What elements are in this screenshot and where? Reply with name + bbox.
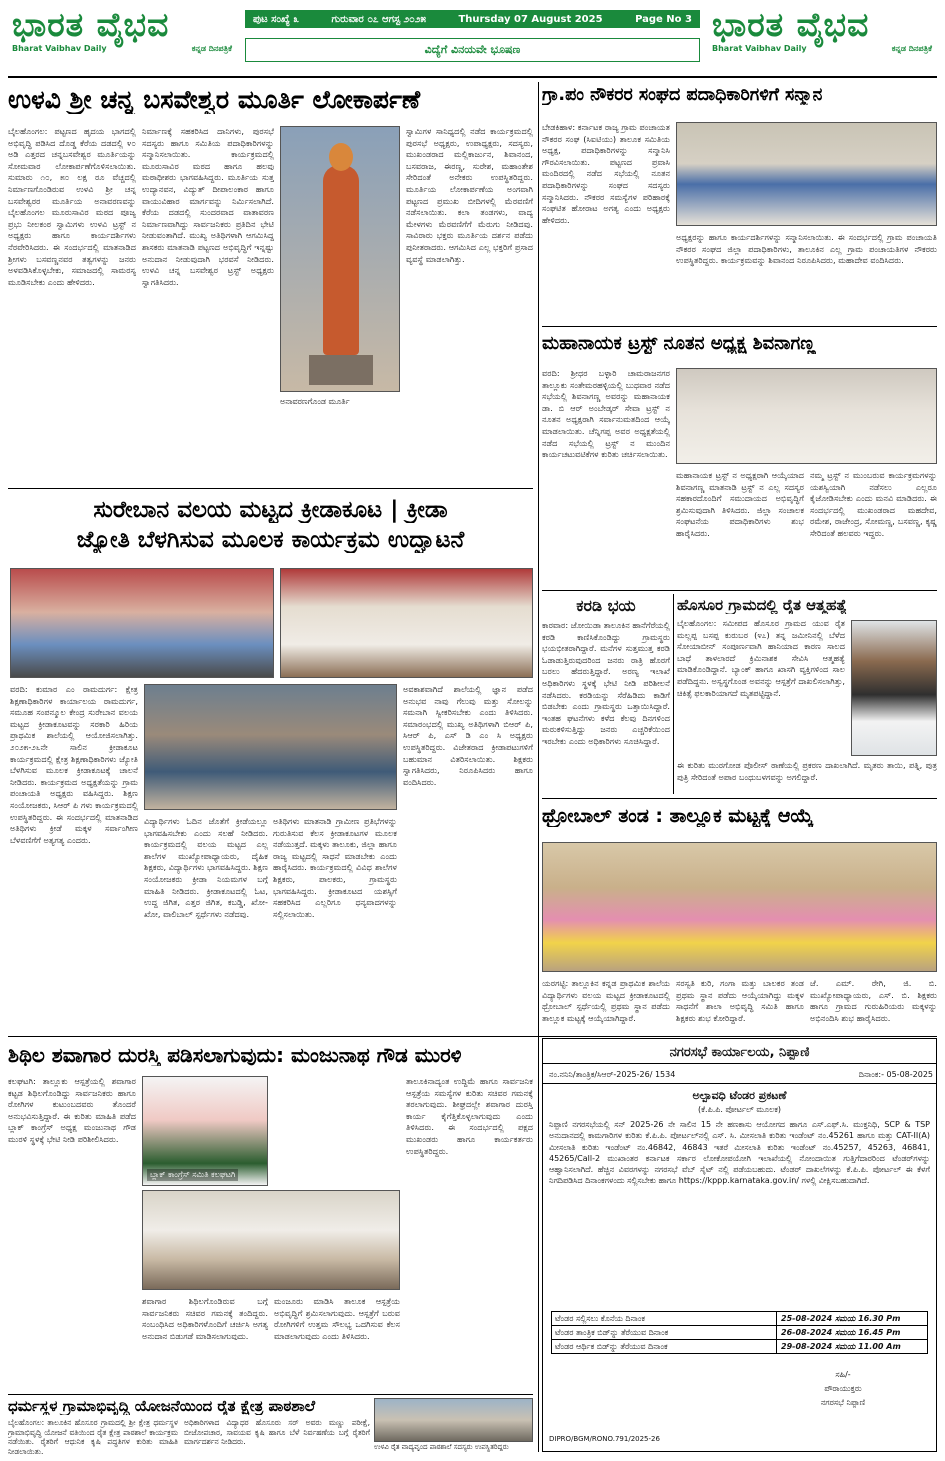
sports-photo-3 xyxy=(144,684,397,810)
tender-row-value: 29-08-2024 ಸಮಯ 11.00 Am xyxy=(781,1341,901,1351)
masthead-right-sub-en: Bharat Vaibhav Daily xyxy=(712,44,807,53)
article-grampanchayat-col2: ಅಧ್ಯಕ್ಷರನ್ನು ಹಾಗೂ ಕಾರ್ಯದರ್ಶಿಗಳನ್ನು ಸನ್ಮಾನಿಸಲಾಯಿತು. ಈ ಸಂದರ್ಭದಲ್ಲಿ ಗ್ರಾಮ ಪಂಚಾಯತಿ ನೌಕರರ ಸಂಘದ ಜಿಲ್ಲಾ ಪದಾಧಿಕಾರಿಗಳು, ತಾಲೂಕಿನ ಎಲ್ಲ ಗ್ರಾಮ ಪಂಚಾಯತಿಗಳ ನೌಕರರು ಉಪಸ್ಥಿತರಿದ್ದರು. ಕಾರ್ಯಕ್ರಮವನ್ನು ಶಿವಾನಂದ ನಿರೂಪಿಸಿದರು, ಮಹಾದೇವ ವಂದಿಸಿದರು. xyxy=(676,232,937,266)
article-throwball-col2: ಸರಸ್ವತಿ ಕುರಿ, ಗಂಗಾ ಮತ್ತು ಬಾಲಕರ ತಂಡ ಪ್ರಥಮ ಸ್ಥಾನ ಪಡೆದು ಆಯ್ಕೆಯಾಗಿದ್ದು ಮಕ್ಕಳ ಸಾಧನೆಗೆ ಶಾಲಾ ಅಭಿವೃದ್ಧಿ ಸಮಿತಿ ಹಾಗೂ ಶಿಕ್ಷಕರು ಶುಭ ಕೋರಿದ್ದಾರೆ. xyxy=(676,978,804,1023)
mortuary-photo-banner-text: ಬ್ಲಾಕ್ ಕಾಂಗ್ರೆಸ್ ಸಮಿತಿ ಕಲಘಟಗಿ xyxy=(147,1169,238,1181)
tender-row-label: ಟೆಂಡರ ಆರ್ಥಿಕ ಬಿಡ್‌ನ್ನು ತೆರೆಯುವ ದಿನಾಂಕ xyxy=(552,1340,777,1353)
tender-ref-rule xyxy=(543,1083,936,1084)
article-mortuary-headline: ಶಿಥಿಲ ಶವಾಗಾರ ದುರಸ್ತಿ ಪಡಿಸಲಾಗುವುದು: ಮಂಜುನಾಥ ಗೌಡ ಮುರಳಿ xyxy=(8,1044,462,1066)
tender-row xyxy=(552,1326,927,1340)
article-mortuary-col-bottom1: ಶವಾಗಾರ ಶಿಥಿಲಗೊಂಡಿರುವ ಬಗ್ಗೆ ಸಾರ್ವಜನಿಕರು ಸಚಿವರ ಗಮನಕ್ಕೆ ತಂದಿದ್ದರು. ಸಂಬಂಧಿಸಿದ ಅಧಿಕಾರಿಗಳೊಂದಿಗೆ ಚರ್ಚಿಸಿ ಅಗತ್ಯ ಅನುದಾನ ಬಿಡುಗಡೆ ಮಾಡಿಸಲಾಗುವುದು. xyxy=(142,1296,268,1341)
masthead xyxy=(0,0,945,76)
article-sports-col3: ಅವಕಾಶವಾಗಿದೆ ಶಾಲೆಯಲ್ಲಿ ಜ್ಞಾನ ಪಡೆದ ಅನುಭವ ನಾವು ಗೆಲುವು ಮತ್ತು ಸೋಲನ್ನು ಸಮನಾಗಿ ಸ್ವೀಕರಿಸಬೇಕು ಎಂದು ತಿಳಿಸಿದರು. ಸಮಾರಂಭದಲ್ಲಿ ಮುಖ್ಯ ಅತಿಥಿಗಳಾಗಿ ಬಿಆರ್ ಪಿ, ಸಿಆರ್ ಪಿ, ಎಸ್ ಡಿ ಎಂ ಸಿ ಅಧ್ಯಕ್ಷರು ಉಪಸ್ಥಿತರಿದ್ದರು. ವಿಜೇತರಾದ ಕ್ರೀಡಾಪಟುಗಳಿಗೆ ಬಹುಮಾನ ವಿತರಿಸಲಾಯಿತು. ಶಿಕ್ಷಕರು ಸ್ವಾಗತಿಸಿದರು, ನಿರೂಪಿಸಿದರು ಹಾಗೂ ವಂದಿಸಿದರು. xyxy=(403,684,533,787)
article-grampanchayat xyxy=(542,82,937,322)
article-throwball-col1: ಯರಗಟ್ಟಿ: ತಾಲ್ಲೂಕಿನ ಕನ್ನಡ ಪ್ರಾಥಮಿಕ ಶಾಲೆಯ ವಿದ್ಯಾರ್ಥಿಗಳು ವಲಯ ಮಟ್ಟದ ಕ್ರೀಡಾಕೂಟದಲ್ಲಿ ಥ್ರೋಬಾಲ್ ಸ್ಪರ್ಧೆಯಲ್ಲಿ ಪ್ರಥಮ ಸ್ಥಾನ ಪಡೆದು ತಾಲ್ಲೂಕ ಮಟ್ಟಕ್ಕೆ ಆಯ್ಕೆಯಾಗಿದ್ದಾರೆ. xyxy=(542,978,670,1023)
farmer-photo xyxy=(851,620,937,756)
divider-a8 xyxy=(8,1394,533,1395)
article-ulavi-col2: ನಿರ್ಮಾಣಕ್ಕೆ ಸಹಕರಿಸಿದ ದಾನಿಗಳು, ಪುರಸಭೆ ಸದಸ್ಯರು ಹಾಗೂ ಸಮಿತಿಯ ಪದಾಧಿಕಾರಿಗಳನ್ನು ಸನ್ಮಾನಿಸಲಾಯಿತು. ಕಾರ್ಯಕ್ರಮದಲ್ಲಿ ಮೂರುಸಾವಿರ ಮಠದ ಹಾಗೂ ಹಲವು ಮಠಾಧೀಶರು ಭಾಗವಹಿಸಿದ್ದರು. ಮೂರ್ತಿಯ ಸುತ್ತ ಉದ್ಯಾನವನ, ವಿದ್ಯುತ್ ದೀಪಾಲಂಕಾರ ಹಾಗೂ ವಾಯುವಿಹಾರ ಮಾರ್ಗವನ್ನು ನಿರ್ಮಿಸಲಾಗಿದೆ. ಕೆರೆಯ ದಡದಲ್ಲಿ ಸುಂದರವಾದ ವಾತಾವರಣ ನಿರ್ಮಾಣವಾಗಿದ್ದು ಸಾರ್ವಜನಿಕರು ಪ್ರತಿದಿನ ಭೇಟಿ ನೀಡುವಂತಾಗಿದೆ. ಮುಖ್ಯ ಅತಿಥಿಗಳಾಗಿ ಆಗಮಿಸಿದ್ದ ಶಾಸಕರು ಮಾತನಾಡಿ ಪಟ್ಟಣದ ಅಭಿವೃದ್ಧಿಗೆ ಇನ್ನಷ್ಟು ಅನುದಾನ ನೀಡುವುದಾಗಿ ಭರವಸೆ ನೀಡಿದರು. ಉಳವಿ ಚನ್ನ ಬಸವೇಶ್ವರ ಟ್ರಸ್ಟ್ ಅಧ್ಯಕ್ಷರು ಸ್ವಾಗತಿಸಿದರು. xyxy=(142,126,274,287)
tender-notice xyxy=(542,1038,937,1452)
tender-office-rule xyxy=(543,1063,936,1064)
article-farmer-body-bottom: ಈ ಕುರಿತು ಮುರಗೋಡ ಪೊಲೀಸ್ ಠಾಣೆಯಲ್ಲಿ ಪ್ರಕರಣ ದಾಖಲಾಗಿದೆ. ಮೃತರು ತಾಯಿ, ಪತ್ನಿ, ಪುತ್ರ ಪುತ್ರಿ ಸೇರಿದಂತೆ ಅಪಾರ ಬಂಧುಬಳಗವನ್ನು ಅಗಲಿದ್ದಾರೆ. xyxy=(677,760,937,782)
masthead-right-sub-kn: ಕನ್ನಡ ದಿನಪತ್ರಿಕೆ xyxy=(891,44,932,53)
article-throwball-headline: ಥ್ರೋಬಾಲ್ ತಂಡ : ತಾಲ್ಲೂಕ ಮಟ್ಟಕ್ಕೆ ಆಯ್ಕೆ xyxy=(542,806,814,827)
issue-number: ಪುಟ ಸಂಖ್ಯೆ ೩ xyxy=(253,13,300,25)
article-mortuary-col-bottom2: ಮಂಜೂರು ಮಾಡಿಸಿ ತಾಲೂಕ ಆಸ್ಪತ್ರೆಯ ಅಭಿವೃದ್ಧಿಗೆ ಶ್ರಮಿಸಲಾಗುವುದು. ಆಸ್ಪತ್ರೆಗೆ ಬರುವ ರೋಗಿಗಳಿಗೆ ಉತ್ತಮ ಸೌಲಭ್ಯ ಒದಗಿಸುವ ಕೆಲಸ ಮಾಡಲಾಗುವುದು ಎಂದು ತಿಳಿಸಿದರು. xyxy=(274,1296,400,1341)
mahanayaka-photo xyxy=(676,368,937,464)
article-sports-col2: ವಿದ್ಯಾರ್ಥಿಗಳು ಓದಿನ ಜೊತೆಗೆ ಕ್ರೀಡೆಯಲ್ಲೂ ಭಾಗವಹಿಸಬೇಕು ಎಂದು ಸಲಹೆ ನೀಡಿದರು. ಕಾರ್ಯಕ್ರಮದಲ್ಲಿ ವಲಯ ಮಟ್ಟದ ಎಲ್ಲ ಶಾಲೆಗಳ ಮುಖ್ಯೋಪಾಧ್ಯಾಯರು, ದೈಹಿಕ ಶಿಕ್ಷಕರು, ವಿದ್ಯಾರ್ಥಿಗಳು ಭಾಗವಹಿಸಿದ್ದರು. ಶಿಕ್ಷಣ ಸಂಯೋಜಕರು ಕ್ರೀಡಾ ನಿಯಮಗಳ ಬಗ್ಗೆ ಮಾಹಿತಿ ನೀಡಿದರು. ಕ್ರೀಡಾಕೂಟದಲ್ಲಿ ಓಟ, ಉದ್ದ ಜಿಗಿತ, ಎತ್ತರ ಜಿಗಿತ, ಕಬಡ್ಡಿ, ಖೋ-ಖೋ, ವಾಲಿಬಾಲ್ ಸ್ಪರ್ಧೆಗಳು ನಡೆದವು. xyxy=(144,816,268,919)
masthead-left-logo xyxy=(12,6,237,72)
article-throwball-col3: ಜೆ. ಎಮ್. ರೇಗಿ, ಜಿ. ಬಿ. ಮುಖ್ಯೋಪಾಧ್ಯಾಯರು, ಎಸ್. ಬಿ. ಶಿಕ್ಷಕರು ಹಾಗೂ ಗ್ರಾಮದ ಗುರುಹಿರಿಯರು ಮಕ್ಕಳನ್ನು ಅಭಿನಂದಿಸಿ ಶುಭ ಹಾರೈಸಿದರು. xyxy=(810,978,937,1023)
article-ulavi-headline: ಉಳವಿ ಶ್ರೀ ಚನ್ನ ಬಸವೇಶ್ವರ ಮೂರ್ತಿ ಲೋಕಾರ್ಪಣೆ xyxy=(8,86,421,114)
tender-title: ಅಲ್ಪಾವಧಿ ಟೆಂಡರ ಪ್ರಕಟಣೆ xyxy=(692,1089,787,1102)
article-mortuary xyxy=(8,1040,533,1392)
farmer-school-photo-caption: ಉಳವಿ ರೈತ ವಾದ್ಯವೃಂದ ಪಾಠಶಾಲೆ ಸದಸ್ಯರು ಉಪಸ್ಥಿತರಿದ್ದರು xyxy=(374,1443,509,1451)
tender-row-value: 26-08-2024 ಸಮಯ 16.45 Pm xyxy=(781,1327,901,1337)
tender-office: ನಗರಸಭೆ ಕಾರ್ಯಾಲಯ, ನಿಪ್ಪಾಣಿ xyxy=(669,1045,810,1060)
article-farmer-body-top: ಬೈಲಹೊಂಗಲ: ಸಮೀಪದ ಹೊಸೂರ ಗ್ರಾಮದ ಯುವ ರೈತ ಮಲ್ಲಪ್ಪ ಬಸಪ್ಪ ಕುರುಬರ (೪೭) ತನ್ನ ಜಮೀನಿನಲ್ಲಿ ಬೆಳೆದ ಸೋಯಾಬೀನ್ ಸಂಪೂರ್ಣವಾಗಿ ಹಾನಿಯಾದ ಕಾರಣ ಸಾಲದ ಬಾಧೆ ತಾಳಲಾರದೆ ಕ್ರಿಮಿನಾಶಕ ಸೇವಿಸಿ ಆತ್ಮಹತ್ಯೆ ಮಾಡಿಕೊಂಡಿದ್ದಾನೆ. ಬ್ಯಾಂಕ್ ಹಾಗೂ ಖಾಸಗಿ ವ್ಯಕ್ತಿಗಳಿಂದ ಸಾಲ ಪಡೆದಿದ್ದನು. ಅಸ್ವಸ್ಥಗೊಂಡ ಅವನನ್ನು ಆಸ್ಪತ್ರೆಗೆ ದಾಖಲಿಸಲಾಗಿತ್ತು, ಚಿಕಿತ್ಸೆ ಫಲಕಾರಿಯಾಗದೆ ಮೃತಪಟ್ಟಿದ್ದಾನೆ. xyxy=(677,618,845,698)
sports-photo-1 xyxy=(10,568,274,678)
grampanchayat-photo xyxy=(676,122,937,226)
article-grampanchayat-headline: ಗ್ರಾ.ಪಂ ನೌಕರರ ಸಂಘದ ಪದಾಧಿಕಾರಿಗಳಿಗೆ ಸನ್ಮಾನ xyxy=(542,86,823,105)
masthead-left-title: ಭಾರತ ವೈಭವ xyxy=(12,6,170,44)
article-mahanayaka-col2: ಮಹಾನಾಯಕ ಟ್ರಸ್ಟ್ ನ ಅಧ್ಯಕ್ಷರಾಗಿ ಆಯ್ಕೆಯಾದ ಶಿವನಾಗಣ್ಣ ಮಾತನಾಡಿ ಟ್ರಸ್ಟ್ ನ ಎಲ್ಲ ಸದಸ್ಯರ ಸಹಕಾರದೊಂದಿಗೆ ಸಮುದಾಯದ ಅಭಿವೃದ್ಧಿಗೆ ಶ್ರಮಿಸುವುದಾಗಿ ತಿಳಿಸಿದರು. ಜಿಲ್ಲಾ ಸಂಚಾಲಕ ಸಂಘಟನೆಯ ಪದಾಧಿಕಾರಿಗಳು ಶುಭ ಹಾರೈಸಿದರು. xyxy=(676,470,804,538)
tender-dipr-code: DIPRO/BGM/RONO.791/2025-26 xyxy=(549,1435,660,1443)
page-number: Page No 3 xyxy=(635,13,692,25)
tender-row-label: ಟೆಂಡರ ಸಲ್ಲಿಸಲು ಕೊನೆಯ ದಿನಾಂಕ xyxy=(552,1312,777,1325)
article-grampanchayat-col1: ಬೇಡಕಿಹಾಳ: ಕರ್ನಾಟಕ ರಾಜ್ಯ ಗ್ರಾಮ ಪಂಚಾಯತ ನೌಕರರ ಸಂಘ (ಸಿಐಟಿಯು) ತಾಲೂಕ ಸಮಿತಿಯ ಅಧ್ಯಕ್ಷ, ಪದಾಧಿಕಾರಿಗಳನ್ನು ಸನ್ಮಾನಿಸಿ ಗೌರವಿಸಲಾಯಿತು. ಪಟ್ಟಣದ ಪ್ರವಾಸಿ ಮಂದಿರದಲ್ಲಿ ನಡೆದ ಸಭೆಯಲ್ಲಿ ನೂತನ ಪದಾಧಿಕಾರಿಗಳನ್ನು ಸಂಘದ ಸದಸ್ಯರು ಸನ್ಮಾನಿಸಿದರು. ನೌಕರರ ಸಮಸ್ಯೆಗಳ ಪರಿಹಾರಕ್ಕೆ ಸಂಘಟಿತ ಹೋರಾಟ ಅಗತ್ಯ ಎಂದು ಅಧ್ಯಕ್ಷರು ಹೇಳಿದರು. xyxy=(542,122,670,225)
masthead-left-sub-en: Bharat Vaibhav Daily xyxy=(12,44,107,53)
article-ulavi-col3: ಸ್ವಾಮಿಗಳ ಸಾನಿಧ್ಯದಲ್ಲಿ ನಡೆದ ಕಾರ್ಯಕ್ರಮದಲ್ಲಿ ಪುರಸಭೆ ಅಧ್ಯಕ್ಷರು, ಉಪಾಧ್ಯಕ್ಷರು, ಸದಸ್ಯರು, ಮುಖಂಡರಾದ ಮಲ್ಲಿಕಾರ್ಜುನ, ಶಿವಾನಂದ, ಬಸವರಾಜ, ಈರಣ್ಣ, ಸುರೇಶ, ಮಹಾಂತೇಶ ಸೇರಿದಂತೆ ಅನೇಕರು ಉಪಸ್ಥಿತರಿದ್ದರು. ಮೂರ್ತಿಯ ಲೋಕಾರ್ಪಣೆಯ ಅಂಗವಾಗಿ ಪಟ್ಟಣದ ಪ್ರಮುಖ ಬೀದಿಗಳಲ್ಲಿ ಮೆರವಣಿಗೆ ನಡೆಸಲಾಯಿತು. ಕಲಾ ತಂಡಗಳು, ವಾದ್ಯ ಮೇಳಗಳು ಮೆರವಣಿಗೆಗೆ ಮೆರುಗು ನೀಡಿದವು. ಸಾವಿರಾರು ಭಕ್ತರು ಮೂರ್ತಿಯ ದರ್ಶನ ಪಡೆದು ಪುನೀತರಾದರು. ಆಗಮಿಸಿದ ಎಲ್ಲ ಭಕ್ತರಿಗೆ ಪ್ರಸಾದ ವ್ಯವಸ್ಥೆ ಮಾಡಲಾಗಿತ್ತು. xyxy=(406,126,533,264)
issue-bar xyxy=(245,10,700,28)
tender-sign: ಸಹಿ/- xyxy=(835,1370,851,1379)
article-farmer xyxy=(677,594,937,794)
article-bear xyxy=(542,594,670,794)
tender-signer-office: ನಗರಸಭೆ ನಿಪ್ಪಾಣಿ xyxy=(820,1398,866,1407)
issue-date-en: Thursday 07 August 2025 xyxy=(458,13,603,25)
statue-photo xyxy=(280,126,400,392)
divider-a4 xyxy=(8,1036,937,1037)
article-sports-headline-2: ಜ್ಯೋತಿ ಬೆಳಗಿಸುವ ಮೂಲಕ ಕಾರ್ಯಕ್ರಮ ಉದ್ಘಾಟನೆ xyxy=(76,528,465,553)
article-farmer-school-col1: ಬೈಲಹೊಂಗಲ: ತಾಲೂಕಿನ ಹೊಸೂರ ಗ್ರಾಮದಲ್ಲಿ ಶ್ರೀ ಕ್ಷೇತ್ರ ಧರ್ಮಸ್ಥಳ ಗ್ರಾಮಾಭಿವೃದ್ಧಿ ಯೋಜನೆ ವತಿಯಿಂದ ರೈತ ಕ್ಷೇತ್ರ ಪಾಠಶಾಲೆ ಕಾರ್ಯಕ್ರಮ ನಡೆಯಿತು. ರೈತರಿಗೆ ಆಧುನಿಕ ಕೃಷಿ ಪದ್ಧತಿಗಳ ಕುರಿತು ಮಾಹಿತಿ ನೀಡಲಾಯಿತು. xyxy=(8,1418,178,1456)
tender-row xyxy=(552,1312,927,1326)
article-mortuary-col2: ತಾಲೂಕಿನಾದ್ಯಂತ ಉದ್ದಿಮೆ ಹಾಗೂ ಸಾರ್ವಜನಿಕ ಆಸ್ಪತ್ರೆಯ ಸಮಸ್ಯೆಗಳ ಕುರಿತು ಸಚಿವರ ಗಮನಕ್ಕೆ ತರಲಾಗುವುದು. ಶೀಘ್ರದಲ್ಲೇ ಶವಾಗಾರ ದುರಸ್ತಿ ಕಾರ್ಯ ಕೈಗೆತ್ತಿಕೊಳ್ಳಲಾಗುವುದು ಎಂದು ತಿಳಿಸಿದರು. ಈ ಸಂದರ್ಭದಲ್ಲಿ ಪಕ್ಷದ ಮುಖಂಡರು ಹಾಗೂ ಕಾರ್ಯಕರ್ತರು ಉಪಸ್ಥಿತರಿದ್ದರು. xyxy=(406,1076,533,1156)
article-mahanayaka xyxy=(542,330,937,588)
tender-ref: ನಂ.ನನಿನಿ/ತಾಂತ್ರಿಕ/ಸಿಆರ್-2025-26/ 1534 xyxy=(549,1070,676,1079)
divider-a2 xyxy=(542,326,937,327)
tender-subtitle: (ಕೆ.ಪಿ.ಪಿ. ಪೋರ್ಟಲ್ ಮೂಲಕ) xyxy=(697,1105,781,1114)
article-mahanayaka-headline: ಮಹಾನಾಯಕ ಟ್ರಸ್ಟ್ ನೂತನ ಅಧ್ಯಕ್ಷ ಶಿವನಾಗಣ್ಣ xyxy=(542,334,816,354)
mortuary-photo-group xyxy=(142,1190,400,1290)
article-ulavi-col1: ಬೈಲಹೊಂಗಲ: ಪಟ್ಟಣದ ಹೃದಯ ಭಾಗದಲ್ಲಿ ಅಭಿವೃದ್ಧಿ ಪಡಿಸಿದ ದೊಡ್ಡ ಕೆರೆಯ ದಡದಲ್ಲಿ ೪೦ ಅಡಿ ಎತ್ತರದ ಚನ್ನಬಸವೇಶ್ವರ ಮೂರ್ತಿಯನ್ನು ಸೋಮವಾರ ಲೋಕಾರ್ಪಣೆಗೊಳಿಸಲಾಯಿತು. ಸುಮಾರು ೧೦, ೫೦ ಲಕ್ಷ ರೂ ವೆಚ್ಚದಲ್ಲಿ ನಿರ್ಮಾಣಗೊಂಡಿರುವ ಉಳವಿ ಶ್ರೀ ಚನ್ನ ಬಸವೇಶ್ವರರ ಮೂರ್ತಿಯ ಅನಾವರಣವನ್ನು ಬೈಲಹೊಂಗಲ ಮೂರುಸಾವಿರ ಮಠದ ಪೂಜ್ಯ ಪ್ರಭು ನೀಲಕಂಠ ಸ್ವಾಮಿಗಳು ಉಳವಿ ಟ್ರಸ್ಟ್ ನ ಅಧ್ಯಕ್ಷರು ಹಾಗೂ ಕಾರ್ಯದರ್ಶಿಗಳು ನೆರವೇರಿಸಿದರು. ಈ ಸಂದರ್ಭದಲ್ಲಿ ಮಾತನಾಡಿದ ಶ್ರೀಗಳು ಬಸವಣ್ಣನವರ ತತ್ವಗಳನ್ನು ಜನರು ಅಳವಡಿಸಿಕೊಳ್ಳಬೇಕು, ಸಮಾಜದಲ್ಲಿ ಸಾಮರಸ್ಯ ಮೂಡಿಸಬೇಕು ಎಂದು ಹೇಳಿದರು. xyxy=(8,126,136,287)
tender-signer: ಪೌರಾಯುಕ್ತರು xyxy=(824,1384,862,1393)
masthead-right-logo xyxy=(712,6,937,72)
tender-row-label: ಟೆಂಡರ ತಾಂತ್ರಿಕ ಬಿಡ್‌ನ್ನು ತೆರೆಯುವ ದಿನಾಂಕ xyxy=(552,1326,777,1339)
article-sports-col4: ಅತಿಥಿಗಳು ಮಾತನಾಡಿ ಗ್ರಾಮೀಣ ಪ್ರತಿಭೆಗಳನ್ನು ಗುರುತಿಸುವ ಕೆಲಸ ಕ್ರೀಡಾಕೂಟಗಳ ಮೂಲಕ ನಡೆಯುತ್ತದೆ. ಮಕ್ಕಳು ತಾಲೂಕು, ಜಿಲ್ಲಾ ಹಾಗೂ ರಾಜ್ಯ ಮಟ್ಟದಲ್ಲಿ ಸಾಧನೆ ಮಾಡಬೇಕು ಎಂದು ಹಾರೈಸಿದರು. ಕಾರ್ಯಕ್ರಮದಲ್ಲಿ ವಿವಿಧ ಶಾಲೆಗಳ ಶಿಕ್ಷಕರು, ಪಾಲಕರು, ಗ್ರಾಮಸ್ಥರು ಭಾಗವಹಿಸಿದ್ದರು. ಕ್ರೀಡಾಕೂಟದ ಯಶಸ್ಸಿಗೆ ಸಹಕರಿಸಿದ ಎಲ್ಲರಿಗೂ ಧನ್ಯವಾದಗಳನ್ನು ಸಲ್ಲಿಸಲಾಯಿತು. xyxy=(273,816,397,919)
sports-photo-2 xyxy=(280,568,533,678)
divider-a3 xyxy=(542,590,937,591)
mortuary-photo-banner xyxy=(142,1076,268,1186)
statue-photo-caption: ಅನಾವರಣಗೊಂಡ ಮೂರ್ತಿ xyxy=(280,397,350,406)
motto: ವಿದ್ಯೆಗೆ ವಿನಯವೇ ಭೂಷಣ xyxy=(245,38,700,62)
masthead-left-sub-kn: ಕನ್ನಡ ದಿನಪತ್ರಿಕೆ xyxy=(191,44,232,53)
divider-a1 xyxy=(8,488,533,489)
article-mahanayaka-col3: ನಮ್ಮ ಟ್ರಸ್ಟ್ ನ ಮುಂಬರುವ ಕಾರ್ಯಕ್ರಮಗಳನ್ನು ಯಶಸ್ವಿಯಾಗಿ ನಡೆಸಲು ಎಲ್ಲರೂ ಕೈಜೋಡಿಸಬೇಕು ಎಂದು ಮನವಿ ಮಾಡಿದರು. ಈ ಸಂದರ್ಭದಲ್ಲಿ ಮುಖಂಡರಾದ ಮಹದೇವ, ರಮೇಶ, ರಾಜೇಂದ್ರ, ಸೋಮಣ್ಣ, ಬಸವಣ್ಣ, ಕೃಷ್ಣ ಸೇರಿದಂತೆ ಹಲವರು ಇದ್ದರು. xyxy=(810,470,937,538)
tender-date: ದಿನಾಂಕ:- 05-08-2025 xyxy=(858,1070,933,1079)
article-mortuary-col1: ಕಲಘಟಗಿ: ತಾಲ್ಲೂಕು ಆಸ್ಪತ್ರೆಯಲ್ಲಿ ಶವಾಗಾರ ಕಟ್ಟಡ ಶಿಥಿಲಗೊಂಡಿದ್ದು ಸಾರ್ವಜನಿಕರು ಹಾಗೂ ರೋಗಿಗಳ ಕುಟುಂಬದವರು ತೊಂದರೆ ಅನುಭವಿಸುತ್ತಿದ್ದಾರೆ. ಈ ಕುರಿತು ಮಾಹಿತಿ ಪಡೆದ ಬ್ಲಾಕ್ ಕಾಂಗ್ರೆಸ್ ಅಧ್ಯಕ್ಷ ಮಂಜುನಾಥ ಗೌಡ ಮುರಳಿ ಸ್ಥಳಕ್ಕೆ ಭೇಟಿ ನೀಡಿ ಪರಿಶೀಲಿಸಿದರು. xyxy=(8,1076,136,1144)
article-throwball xyxy=(542,802,937,1034)
tender-row-value: 25-08-2024 ಸಮಯ 16.30 Pm xyxy=(781,1313,901,1323)
issue-date-kn: ಗುರುವಾರ ೦೭ ಆಗಸ್ಟ ೨೦೨೫ xyxy=(331,13,426,25)
divider-bear xyxy=(673,594,674,794)
article-sports-headline-1: ಸುರೇಬಾನ ವಲಯ ಮಟ್ಟದ ಕ್ರೀಡಾಕೂಟ | ಕ್ರೀಡಾ xyxy=(93,498,448,523)
article-mahanayaka-col1: ವರದಿ: ಶ್ರೀಧರ ಬಳ್ಳಾರಿ ಚಾಮರಾಜನಗರ ತಾಲ್ಲೂಕು ಸಂತೇಮರಹಳ್ಳಿಯಲ್ಲಿ ಬುಧವಾರ ನಡೆದ ಸಭೆಯಲ್ಲಿ ಶಿವನಾಗಣ್ಣ ಅವರನ್ನು ಮಹಾನಾಯಕ ಡಾ. ಬಿ ಆರ್ ಅಂಬೇಡ್ಕರ್ ಸೇವಾ ಟ್ರಸ್ಟ್ ನ ನೂತನ ಅಧ್ಯಕ್ಷರಾಗಿ ಸರ್ವಾನುಮತದಿಂದ ಆಯ್ಕೆ ಮಾಡಲಾಯಿತು. ಚೆನ್ನಿಗಪ್ಪ ಅವರ ಅಧ್ಯಕ್ಷತೆಯಲ್ಲಿ ನಡೆದ ಸಭೆಯಲ್ಲಿ ಟ್ರಸ್ಟ್ ನ ಮುಂದಿನ ಕಾರ್ಯಚಟುವಟಿಕೆಗಳ ಕುರಿತು ಚರ್ಚಿಸಲಾಯಿತು. xyxy=(542,368,670,460)
article-farmer-school-headline: ಧರ್ಮಸ್ಥಳ ಗ್ರಾಮಾಭಿವೃದ್ಧಿ ಯೋಜನೆಯಿಂದ ರೈತ ಕ್ಷೇತ್ರ ಪಾಠಶಾಲೆ xyxy=(8,1398,316,1415)
article-sports-col1: ವರದಿ: ಕುಮಾರ ಎಂ ರಾಮದುರ್ಗ: ಕ್ಷೇತ್ರ ಶಿಕ್ಷಣಾಧಿಕಾರಿಗಳ ಕಾರ್ಯಾಲಯ ರಾಮದುರ್ಗ, ಸಮೂಹ ಸಂಪನ್ಮೂಲ ಕೇಂದ್ರ ಸುರೇಬಾನ ವಲಯ ಮಟ್ಟದ ಕ್ರೀಡಾಕೂಟವನ್ನು ಸರಕಾರಿ ಹಿರಿಯ ಪ್ರಾಥಮಿಕ ಶಾಲೆಯಲ್ಲಿ ಆಯೋಜಿಸಲಾಗಿತ್ತು. ೨೦೨೫-೨೬ನೇ ಸಾಲಿನ ಕ್ರೀಡಾಕೂಟ ಕಾರ್ಯಕ್ರಮದಲ್ಲಿ ಕ್ಷೇತ್ರ ಶಿಕ್ಷಣಾಧಿಕಾರಿಗಳು ಜ್ಯೋತಿ ಬೆಳಗಿಸುವ ಮೂಲಕ ಕ್ರೀಡಾಕೂಟಕ್ಕೆ ಚಾಲನೆ ನೀಡಿದರು. ಕಾರ್ಯಕ್ರಮದ ಅಧ್ಯಕ್ಷತೆಯನ್ನು ಗ್ರಾಮ ಪಂಚಾಯತಿ ಅಧ್ಯಕ್ಷರು ವಹಿಸಿದ್ದರು. ಶಿಕ್ಷಣ ಸಂಯೋಜಕರು, ಸಿಆರ್ ಪಿ ಗಳು ಕಾರ್ಯಕ್ರಮದಲ್ಲಿ ಉಪಸ್ಥಿತರಿದ್ದರು. ಈ ಸಂದರ್ಭದಲ್ಲಿ ಮಾತನಾಡಿದ ಅತಿಥಿಗಳು ಕ್ರೀಡೆ ಮಕ್ಕಳ ಸರ್ವಾಂಗೀಣ ಬೆಳವಣಿಗೆಗೆ ಅತ್ಯಗತ್ಯ ಎಂದರು. xyxy=(10,684,138,845)
tender-body: ನಿಪ್ಪಾಣಿ ನಗರಸಭೆಯಲ್ಲಿ ಸನ್ 2025-26 ನೇ ಸಾಲಿನ 15 ನೇ ಹಣಕಾಸು ಆಯೋಗದ ಹಾಗೂ ಎಸ್.ಎಫ್.ಸಿ. ಮುಕ್ತನಿಧಿ, SCP & TSP ಅನುದಾನದಲ್ಲಿ ಕಾಮಗಾರಿಗಳ ಕುರಿತು ಕೆ.ಪಿ.ಪಿ. ಪೋರ್ಟಲ್‌ನಲ್ಲಿ ಎಸ್. ಸಿ. ಮೀಸಲಾತಿ ಕುರಿತು ಇಂಡೆಂಟ್ ನಂ.45261 ಹಾಗೂ ಮತ್ತು CAT-II(A) ಮೀಸಲಾತಿ ಕುರಿತು ಇಂಡೆಂಟ್ ನಂ.46842, 46843 ಇತರೆ ಮೀಸಲಾತಿ ಕುರಿತು ಇಂಡೆಂಟ್ ನಂ.45257, 45263, 46841, 45265/Call-2 ಮುಖಾಂತರ ಕರ್ನಾಟಕ ಸರ್ಕಾರ ಲೋಕೋಪಯೋಗಿ ಇಲಾಖೆಯಲ್ಲಿ ನೋಂದಾಯಿತ ಗುತ್ತಿಗೆದಾರರಿಂದ ಟೆಂಡರ್‌ಗಳನ್ನು ಆಹ್ವಾನಿಸಲಾಗಿದೆ. ಹೆಚ್ಚಿನ ವಿವರಗಳನ್ನು ನಗರಸಭೆ ವೆಬ್ ಸೈಟ್ ನಲ್ಲಿ ಪಡೆಯಬಹುದು. ಟೆಂಡರ್ ದಾಖಲೆಗಳನ್ನು ಕೆ.ಪಿ.ಪಿ. ಪೋರ್ಟಲ್ ಈ ಕೆಳಗೆ ನಿಗದಿಪಡಿಸಿದ ದಿನಾಂಕಗಳಂದು ಸಲ್ಲಿಸಬೇಕು ಹಾಗೂ https://kppp.karnataka.gov.in/ ಗಳಲ್ಲಿ ವೀಕ್ಷಿಸಬಹುದಾಗಿದೆ. xyxy=(549,1120,930,1186)
masthead-right-title: ಭಾರತ ವೈಭವ xyxy=(712,6,870,44)
article-bear-body: ಕಾರವಾರ: ಜೋಯಿಡಾ ತಾಲೂಕಿನ ಹಾನೆಗೆರೆಯಲ್ಲಿ ಕರಡಿ ಕಾಣಿಸಿಕೊಂಡಿದ್ದು ಗ್ರಾಮಸ್ಥರು ಭಯಭೀತರಾಗಿದ್ದಾರೆ. ಮನೆಗಳ ಸುತ್ತಮುತ್ತ ಕರಡಿ ಓಡಾಡುತ್ತಿರುವುದರಿಂದ ಜನರು ರಾತ್ರಿ ಹೊರಗೆ ಬರಲು ಹೆದರುತ್ತಿದ್ದಾರೆ. ಅರಣ್ಯ ಇಲಾಖೆ ಅಧಿಕಾರಿಗಳು ಸ್ಥಳಕ್ಕೆ ಭೇಟಿ ನೀಡಿ ಪರಿಶೀಲನೆ ನಡೆಸಿದರು. ಕರಡಿಯನ್ನು ಸೆರೆಹಿಡಿದು ಕಾಡಿಗೆ ಬಿಡಬೇಕು ಎಂದು ಗ್ರಾಮಸ್ಥರು ಒತ್ತಾಯಿಸಿದ್ದಾರೆ. ಇಂತಹ ಘಟನೆಗಳು ಕಳೆದ ಕೆಲವು ದಿನಗಳಿಂದ ಮರುಕಳಿಸುತ್ತಿದ್ದು ಜನರು ಎಚ್ಚರಿಕೆಯಿಂದ ಇರಬೇಕು ಎಂದು ಅಧಿಕಾರಿಗಳು ಸೂಚಿಸಿದ್ದಾರೆ. xyxy=(542,620,670,746)
article-sports xyxy=(8,492,533,1032)
throwball-team-photo xyxy=(542,842,937,972)
masthead-rule xyxy=(8,76,937,78)
article-farmer-school-col2: ಅಧಿಕಾರಿಗಳಾದ ವಿದ್ಯಾಧರ ಹೊಸೂರು ಸರ್ ಅವರು ಮಣ್ಣು ಪರೀಕ್ಷೆ, ಬೀಜೋಪಚಾರ, ಸಾವಯವ ಕೃಷಿ ಹಾಗೂ ಬೆಳೆ ನಿರ್ವಹಣೆಯ ಬಗ್ಗೆ ರೈತರಿಗೆ ಮಾರ್ಗದರ್ಶನ ನೀಡಿದರು. xyxy=(184,1418,370,1446)
tender-row xyxy=(552,1340,927,1354)
article-ulavi xyxy=(8,82,533,484)
tender-schedule-table xyxy=(551,1311,928,1354)
article-bear-headline: ಕರಡಿ ಭಯ xyxy=(576,596,636,615)
column-divider-main xyxy=(538,82,539,1452)
divider-a5 xyxy=(542,798,937,799)
article-farmer-school xyxy=(8,1398,533,1458)
farmer-school-photo xyxy=(374,1398,533,1442)
article-farmer-headline: ಹೊಸೂರ ಗ್ರಾಮದಲ್ಲಿ ರೈತ ಆತ್ಮಹತ್ಯೆ xyxy=(677,596,848,614)
